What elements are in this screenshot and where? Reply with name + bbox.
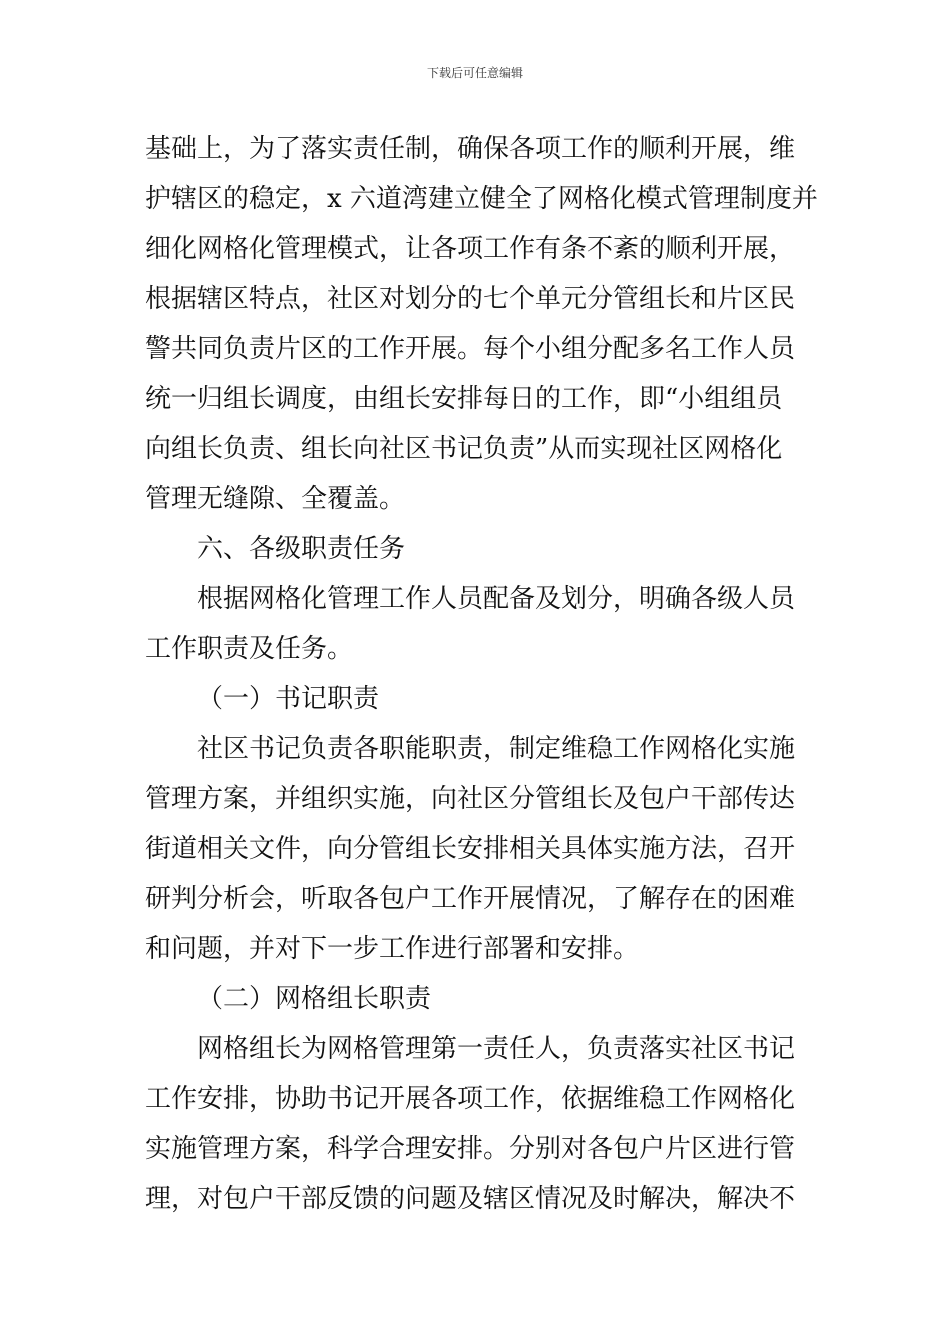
body-line: 街道相关文件，向分管组长安排相关具体实施方法，召开: [145, 834, 796, 864]
body-line: 社区书记负责各职能职责，制定维稳工作网格化实施: [197, 734, 796, 764]
body-line: 警共同负责片区的工作开展。每个小组分配多名工作人员: [145, 334, 796, 364]
body-line: 统一归组长调度，由组长安排每日的工作，即“小组组员: [145, 384, 783, 414]
body-line: 工作职责及任务。: [145, 634, 354, 664]
page-header: 下载后可任意编辑: [426, 66, 523, 80]
body-line: 根据辖区特点，社区对划分的七个单元分管组长和片区民: [145, 284, 796, 314]
body-line: 基础上，为了落实责任制，确保各项工作的顺利开展，维: [145, 134, 796, 164]
body-line: 管理无缝隙、全覆盖。: [145, 484, 406, 514]
body-line: 实施管理方案，科学合理安排。分别对各包户片区进行管: [145, 1134, 796, 1164]
body-line: 理，对包户干部反馈的问题及辖区情况及时解决，解决不: [145, 1184, 796, 1214]
subsection-heading: （二）网格组长职责: [197, 984, 432, 1014]
body-line: 向组长负责、组长向社区书记负责”从而实现社区网格化: [145, 434, 783, 464]
body-line: 细化网格化管理模式，让各项工作有条不紊的顺利开展，: [145, 234, 796, 264]
body-line: 根据网格化管理工作人员配备及划分，明确各级人员: [197, 584, 796, 614]
body-line: 管理方案，并组织实施，向社区分管组长及包户干部传达: [145, 784, 796, 814]
body-line: 和问题，并对下一步工作进行部署和安排。: [145, 934, 640, 964]
subsection-heading: （一）书记职责: [197, 684, 380, 714]
body-line: 工作安排，协助书记开展各项工作，依据维稳工作网格化: [145, 1084, 796, 1114]
body-line: 网格组长为网格管理第一责任人，负责落实社区书记: [197, 1034, 796, 1064]
body-line: 研判分析会，听取各包户工作开展情况，了解存在的困难: [145, 884, 796, 914]
section-heading: 六、各级职责任务: [197, 534, 406, 564]
body-line: 护辖区的稳定，x 六道湾建立健全了网格化模式管理制度并: [145, 184, 818, 214]
